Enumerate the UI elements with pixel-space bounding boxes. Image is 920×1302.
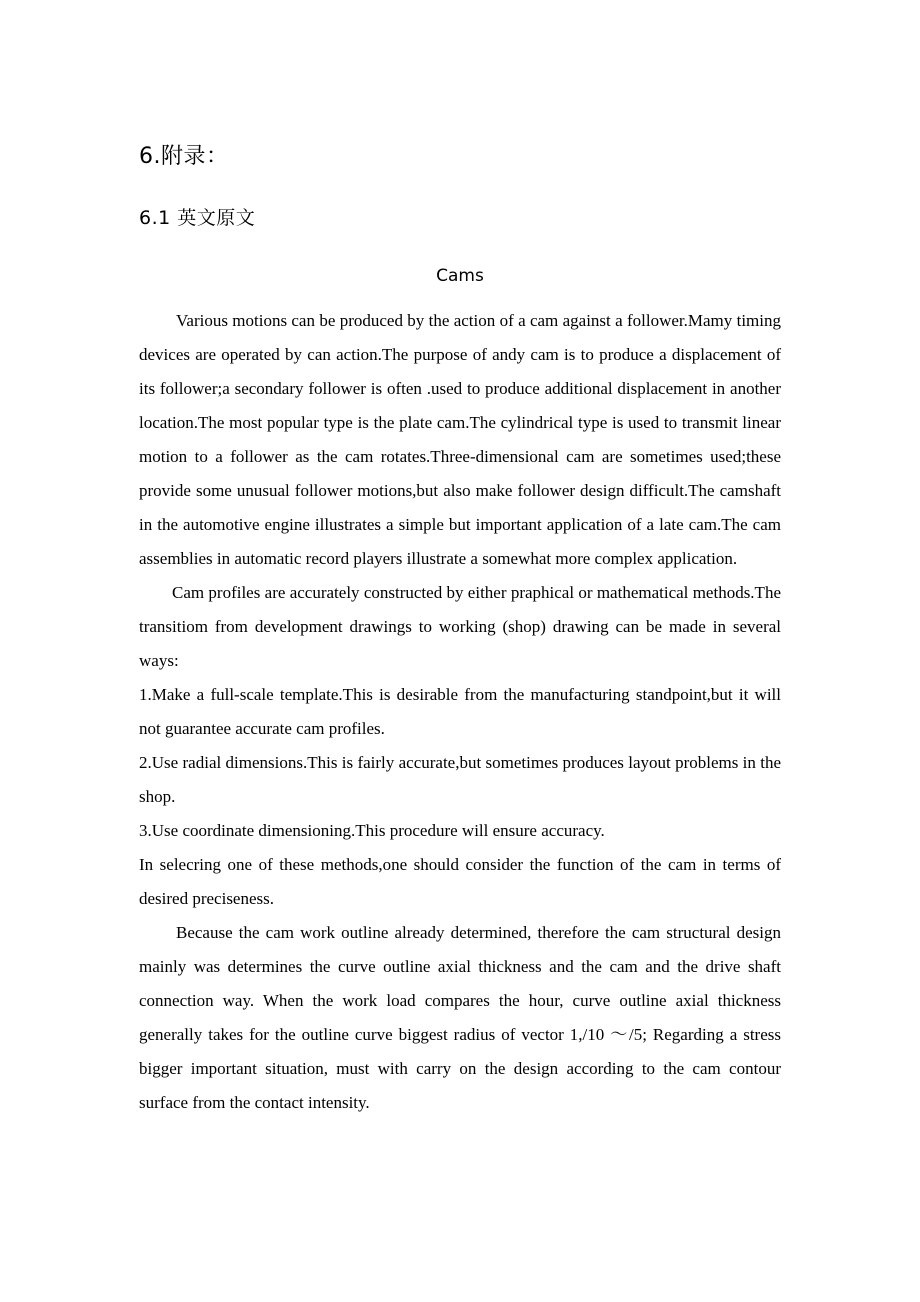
paragraph-intro: Various motions can be produced by the action of a cam against a follower.Mamy timing devices are operated by can action.The purpose of andy cam is to produce a displacement of its follower;a secondary follower is often .used to produce additional displacement in another location.The most popular type is the plate cam.The cylindrical type is used to transmit linear motion to a follower as the cam rotates.Three-dimensional cam are sometimes used;these provide some unusual follower motions,but also make follower design difficult.The camshaft in the automotive engine illustrates a simple but important application of a late cam.The cam assemblies in automatic record players illustrate a somewhat more complex application. <box>139 311 781 568</box>
paragraph-structural-design: Because the cam work outline already determined, therefore the cam structural design mainly was determines the curve outline axial thickness and the cam and the drive shaft connection way. When the work load compares the hour, curve outline axial thickness generally takes for the outline curve biggest radius of vector 1,/10 ～/5; Regarding a stress bigger important situation, must with carry on the design according to the cam contour surface from the contact intensity. <box>139 923 781 1112</box>
list-item-coordinate: 3.Use coordinate dimensioning.This procedure will ensure accuracy. <box>139 821 605 840</box>
paragraph-selecting: In selecring one of these methods,one should consider the function of the cam in terms of desired preciseness. <box>139 855 781 908</box>
section-heading: 6.附录： <box>139 144 229 169</box>
list-item-radial: 2.Use radial dimensions.This is fairly accurate,but sometimes produces layout problems in the shop. <box>139 753 781 806</box>
list-item-template: 1.Make a full-scale template.This is desirable from the manufacturing standpoint,but it will not guarantee accurate cam profiles. <box>139 685 781 738</box>
subsection-heading: 6.1 英文原文 <box>139 207 256 229</box>
body-text <box>139 304 781 1120</box>
paragraph-cam-profiles: Cam profiles are accurately constructed by either praphical or mathematical methods.The transitiom from development drawings to working (shop) drawing can be made in several ways: <box>139 583 781 670</box>
document-title: Cams <box>436 266 484 286</box>
